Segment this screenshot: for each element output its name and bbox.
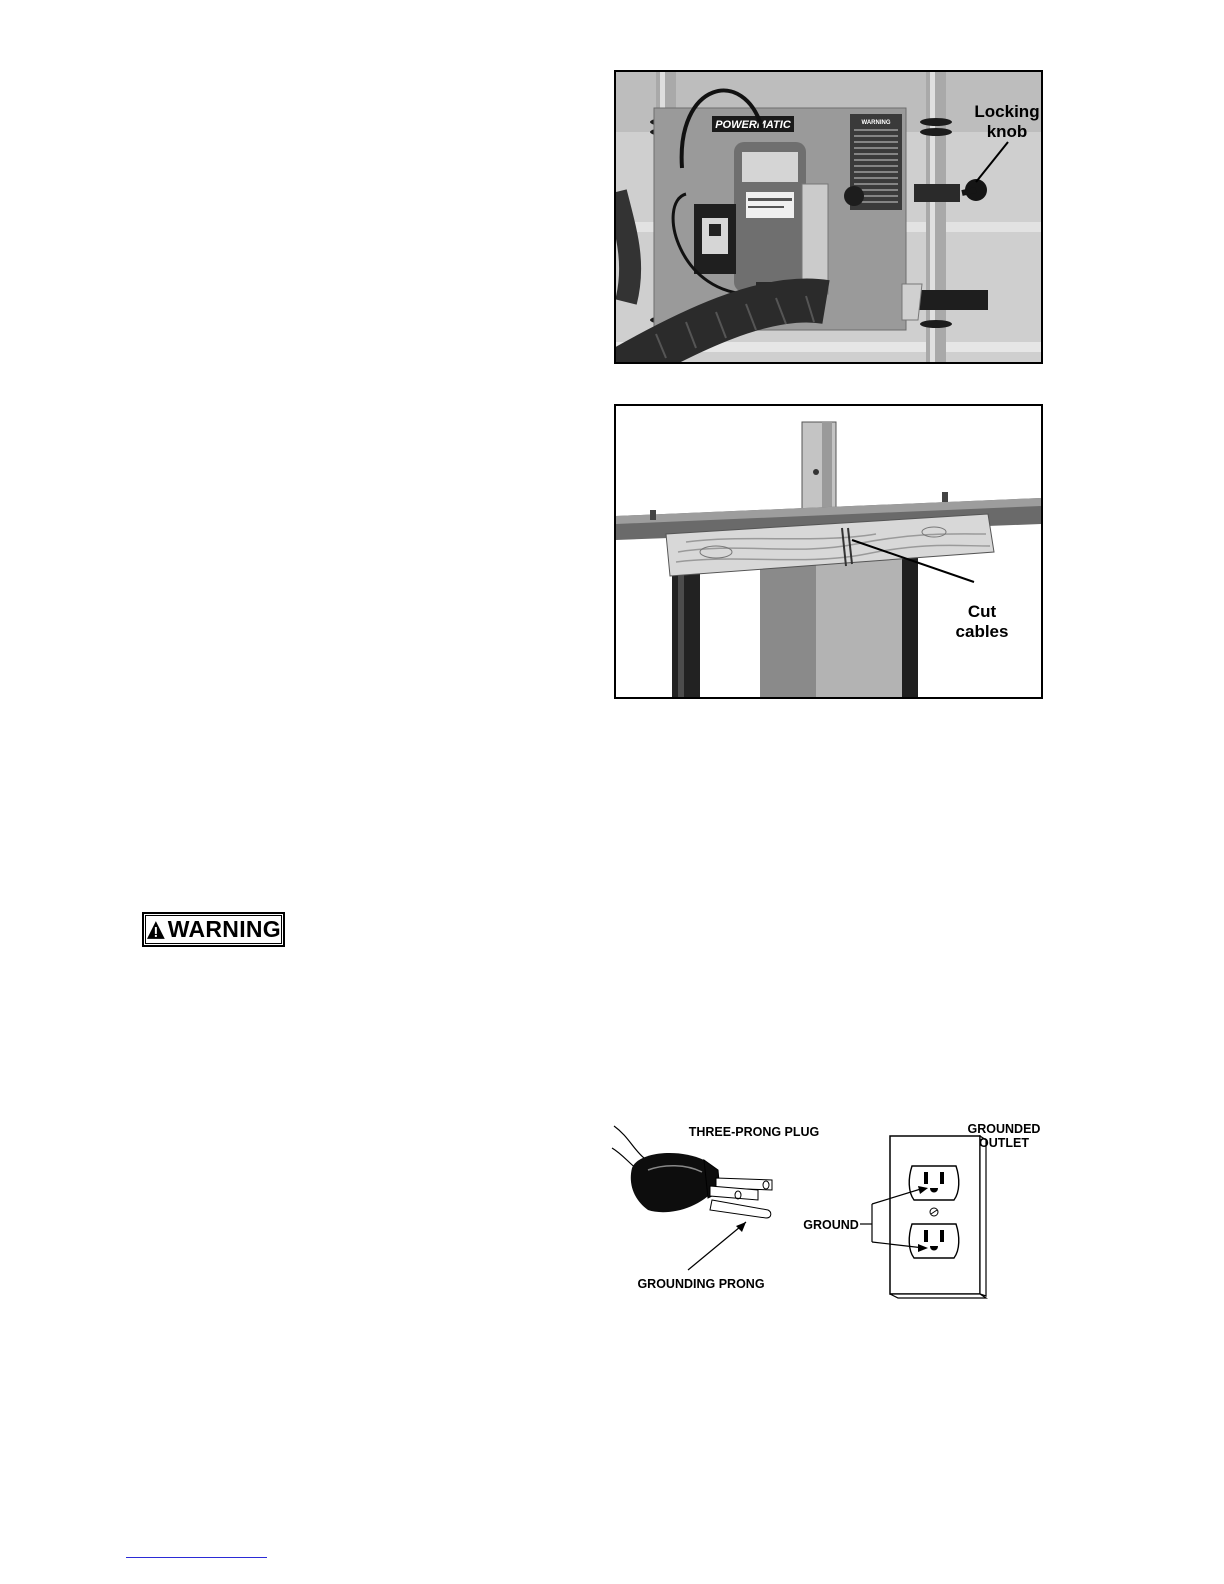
cut-cables-illustration xyxy=(616,406,1041,697)
warning-badge xyxy=(142,912,285,947)
ground-label: GROUND xyxy=(803,1218,859,1232)
warning-label: WARNING xyxy=(167,916,281,942)
footer-link-underline[interactable] xyxy=(126,1557,267,1558)
locking-knob-callout: Locking knob xyxy=(974,102,1040,141)
cut-cables-photo xyxy=(614,404,1043,699)
warning-badge-inner xyxy=(145,915,282,944)
grounding-prong-label: GROUNDING PRONG xyxy=(637,1277,765,1291)
warning-plate-title: WARNING xyxy=(861,120,891,126)
locking-knob-photo xyxy=(614,70,1043,364)
warning-triangle-icon xyxy=(146,920,166,940)
grounding-diagram xyxy=(608,1118,1048,1300)
cut-cables-callout: Cut cables xyxy=(955,602,1009,641)
grounded-outlet-label: GROUNDED OUTLET xyxy=(967,1122,1041,1150)
brand-label: POWERMATIC xyxy=(715,119,791,131)
three-prong-plug-label: THREE-PRONG PLUG xyxy=(688,1125,820,1139)
